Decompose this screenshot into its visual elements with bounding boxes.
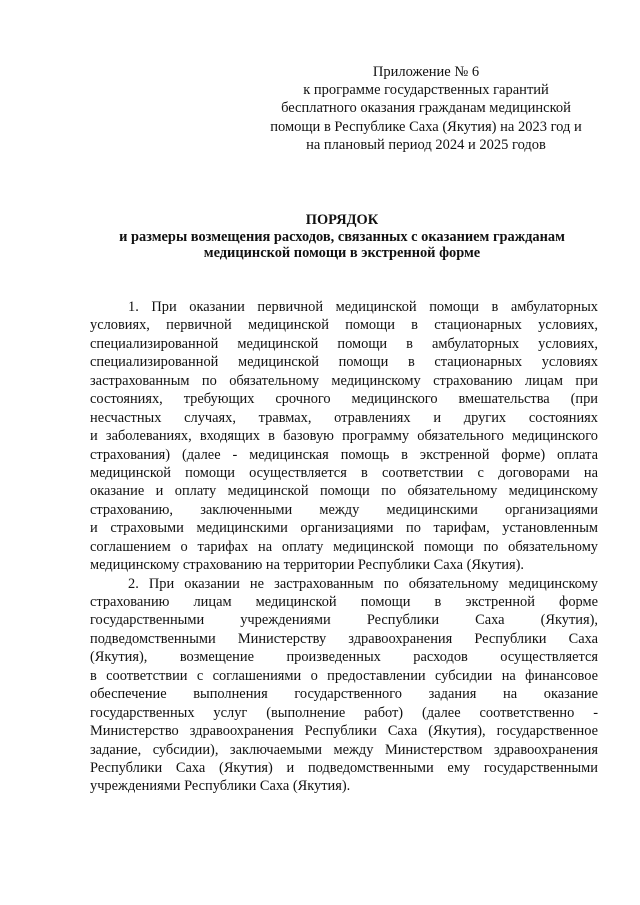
text-line: и заболеваниях, входящих в базовую программу обязательного медицинского (90, 428, 598, 445)
title-subtitle-line: медицинской помощи в экстренной форме (203, 245, 481, 261)
appendix-line: помощи в Республике Саха (Якутия) на 2023 год и (270, 118, 582, 135)
text-line: соглашением о тарифах на оплату медицинской помощи по обязательному (90, 538, 598, 555)
text-line: учреждениями Республики Саха (Якутия). (90, 778, 351, 795)
document-body (90, 298, 598, 796)
title-heading: ПОРЯДОК (305, 212, 379, 228)
text-line: медицинской помощи осуществляется в соответствии с договорами на (90, 464, 598, 481)
text-line: подведомственными Министерству здравоохранения Республики Саха (90, 630, 598, 647)
text-line: медицинскому страхованию на территории Республики Саха (Якутия). (90, 557, 525, 574)
text-line: страхованию лицам медицинской помощи в экстренной форме (90, 594, 598, 610)
text-line: состояниях, требующих срочного медицинского вмешательства (при (90, 391, 598, 408)
paragraph-2 (90, 575, 598, 796)
document-title (90, 212, 594, 262)
text-line: специализированной медицинской помощи в стационарных условиях (90, 354, 598, 371)
title-subtitle-line: и размеры возмещения расходов, связанных с оказанием гражданам (119, 228, 565, 245)
text-line: страхования) (далее - медицинская помощь в экстренной форме) оплата (90, 446, 598, 463)
text-line: задание, субсидии), заключаемыми между Министерством здравоохранения (90, 741, 598, 758)
paragraph-1 (90, 298, 598, 575)
text-line: несчастных случаях, травмах, отравлениях и других состояниях (90, 409, 598, 426)
text-line: специализированной медицинской помощи в амбулаторных условиях, (90, 335, 598, 352)
appendix-line: бесплатного оказания гражданам медицинской (281, 100, 571, 117)
appendix-number: Приложение № 6 (372, 64, 480, 80)
text-line: застрахованным по обязательному медицинскому страхованию лицам при (90, 372, 598, 389)
appendix-header (246, 63, 606, 154)
text-line: оказание и оплату медицинской помощи по обязательному медицинскому (90, 483, 598, 500)
text-line: Республики Саха (Якутия) и подведомственными ему государственными (90, 759, 598, 776)
text-line: 2. При оказании не застрахованным по обязательному медицинскому (128, 575, 598, 592)
appendix-line: на плановый период 2024 и 2025 годов (306, 136, 546, 153)
text-line: 1. При оказании первичной медицинской помощи в амбулаторных (128, 299, 598, 315)
text-line: условиях, первичной медицинской помощи в стационарных условиях, (90, 317, 598, 334)
text-line: обеспечение выполнения государственного задания на оказание (90, 686, 598, 703)
text-line: государственными учреждениями Республики Саха (Якутия), (90, 612, 598, 629)
text-line: (Якутия), возмещение произведенных расходов осуществляется (90, 649, 598, 666)
text-line: в соответствии с соглашениями о предоставлении субсидии на финансовое (90, 667, 598, 684)
appendix-line: к программе государственных гарантий (303, 82, 549, 99)
text-line: и страховыми медицинскими организациями по тарифам, установленным (90, 520, 598, 537)
text-line: страхованию, заключенными между медицинскими организациями (90, 501, 598, 518)
text-line: Министерство здравоохранения Республики Саха (Якутия), государственное (90, 723, 598, 740)
text-line: государственных услуг (выполнение работ) (далее соответственно - (90, 704, 598, 721)
